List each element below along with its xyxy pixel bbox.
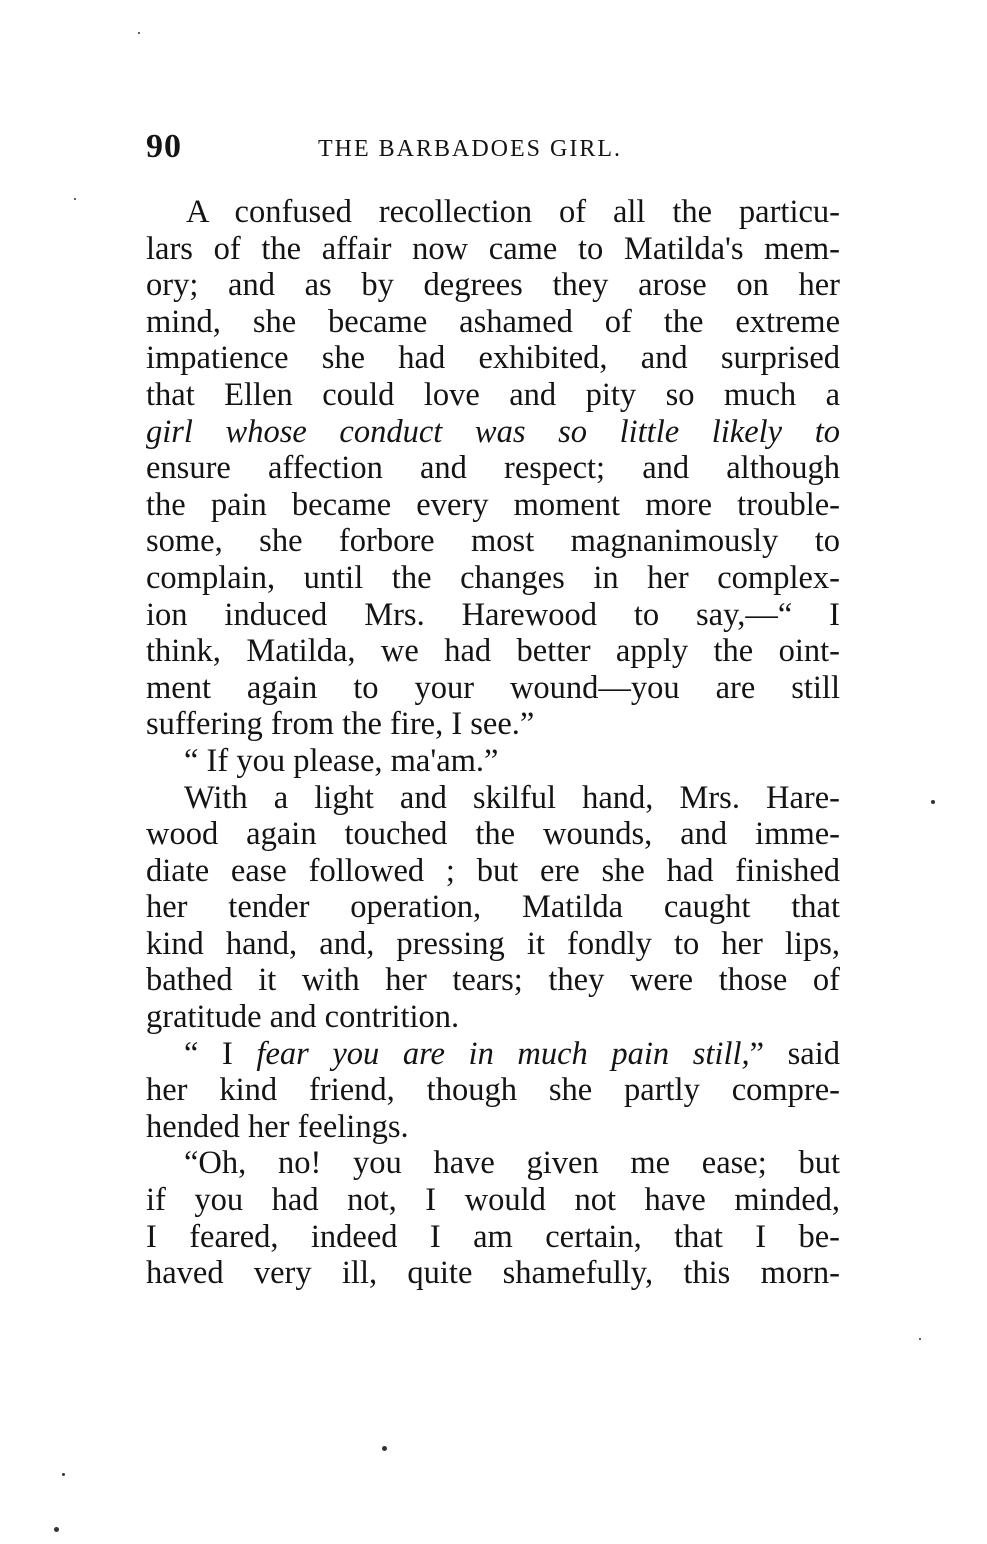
- text-line: wood again touched the wounds, and imme-: [146, 816, 840, 853]
- text-line: gratitude and contrition.: [146, 999, 460, 1036]
- text-line: A confused recollection of all the particu-: [186, 194, 840, 230]
- running-title: THE BARBADOES GIRL.: [318, 136, 623, 162]
- scan-speck: [931, 800, 935, 804]
- text-line: if you had not, I would not have minded,: [146, 1182, 840, 1219]
- scan-speck: [54, 1527, 59, 1532]
- text-line: haved very ill, quite shamefully, this morn-: [146, 1255, 840, 1292]
- text-line: ment again to your wound—you are still: [146, 669, 840, 706]
- text-line: “Oh, no! you have given me ease; but: [184, 1145, 840, 1182]
- italic-phrase: fear you are in much pain still,: [256, 1035, 750, 1072]
- text-line: ensure affection and respect; and although: [146, 450, 840, 487]
- text-line: that Ellen could love and pity so much a: [146, 376, 840, 413]
- text-line-pre: “ I: [184, 1035, 257, 1072]
- scan-speck: [62, 1473, 65, 1476]
- text-line: [146, 1036, 840, 1073]
- text-line: bathed it with her tears; they were those of: [146, 962, 840, 999]
- text-line: kind hand, and, pressing it fondly to her lips,: [146, 925, 840, 962]
- text-line: diate ease followed ; but ere she had finished: [146, 852, 840, 889]
- text-line: With a light and skilful hand, Mrs. Hare-: [184, 779, 840, 816]
- text-line: think, Matilda, we had better apply the oint-: [146, 633, 840, 670]
- text-line: mind, she became ashamed of the extreme: [146, 303, 840, 340]
- scan-speck: [919, 1338, 921, 1340]
- text-line: hended her feelings.: [146, 1108, 409, 1145]
- italic-phrase: girl whose conduct was so little likely to: [146, 413, 840, 450]
- text-line: suffering from the fire, I see.”: [146, 706, 535, 743]
- body-text: [146, 194, 840, 1292]
- page-number: 90: [146, 128, 182, 165]
- scan-speck: [138, 32, 140, 34]
- text-line: “ If you please, ma'am.”: [184, 742, 499, 779]
- text-line: ion induced Mrs. Harewood to say,—“ I: [146, 596, 840, 633]
- text-line: her tender operation, Matilda caught that: [146, 889, 840, 926]
- text-line: lars of the affair now came to Matilda's mem-: [146, 230, 840, 267]
- text-line: some, she forbore most magnanimously to: [146, 523, 840, 560]
- page-header: [146, 128, 840, 168]
- text-line: her kind friend, though she partly compre-: [146, 1072, 840, 1109]
- scan-speck: [74, 198, 76, 200]
- text-line: impatience she had exhibited, and surprised: [146, 340, 840, 377]
- text-line-post: ” said: [749, 1035, 840, 1072]
- text-line: the pain became every moment more trouble-: [146, 486, 840, 523]
- text-line: ory; and as by degrees they arose on her: [146, 267, 840, 304]
- text-line: [146, 414, 840, 451]
- scan-speck: [382, 1446, 387, 1451]
- text-line: I feared, indeed I am certain, that I be-: [146, 1218, 840, 1255]
- text-line: complain, until the changes in her complex-: [146, 559, 840, 596]
